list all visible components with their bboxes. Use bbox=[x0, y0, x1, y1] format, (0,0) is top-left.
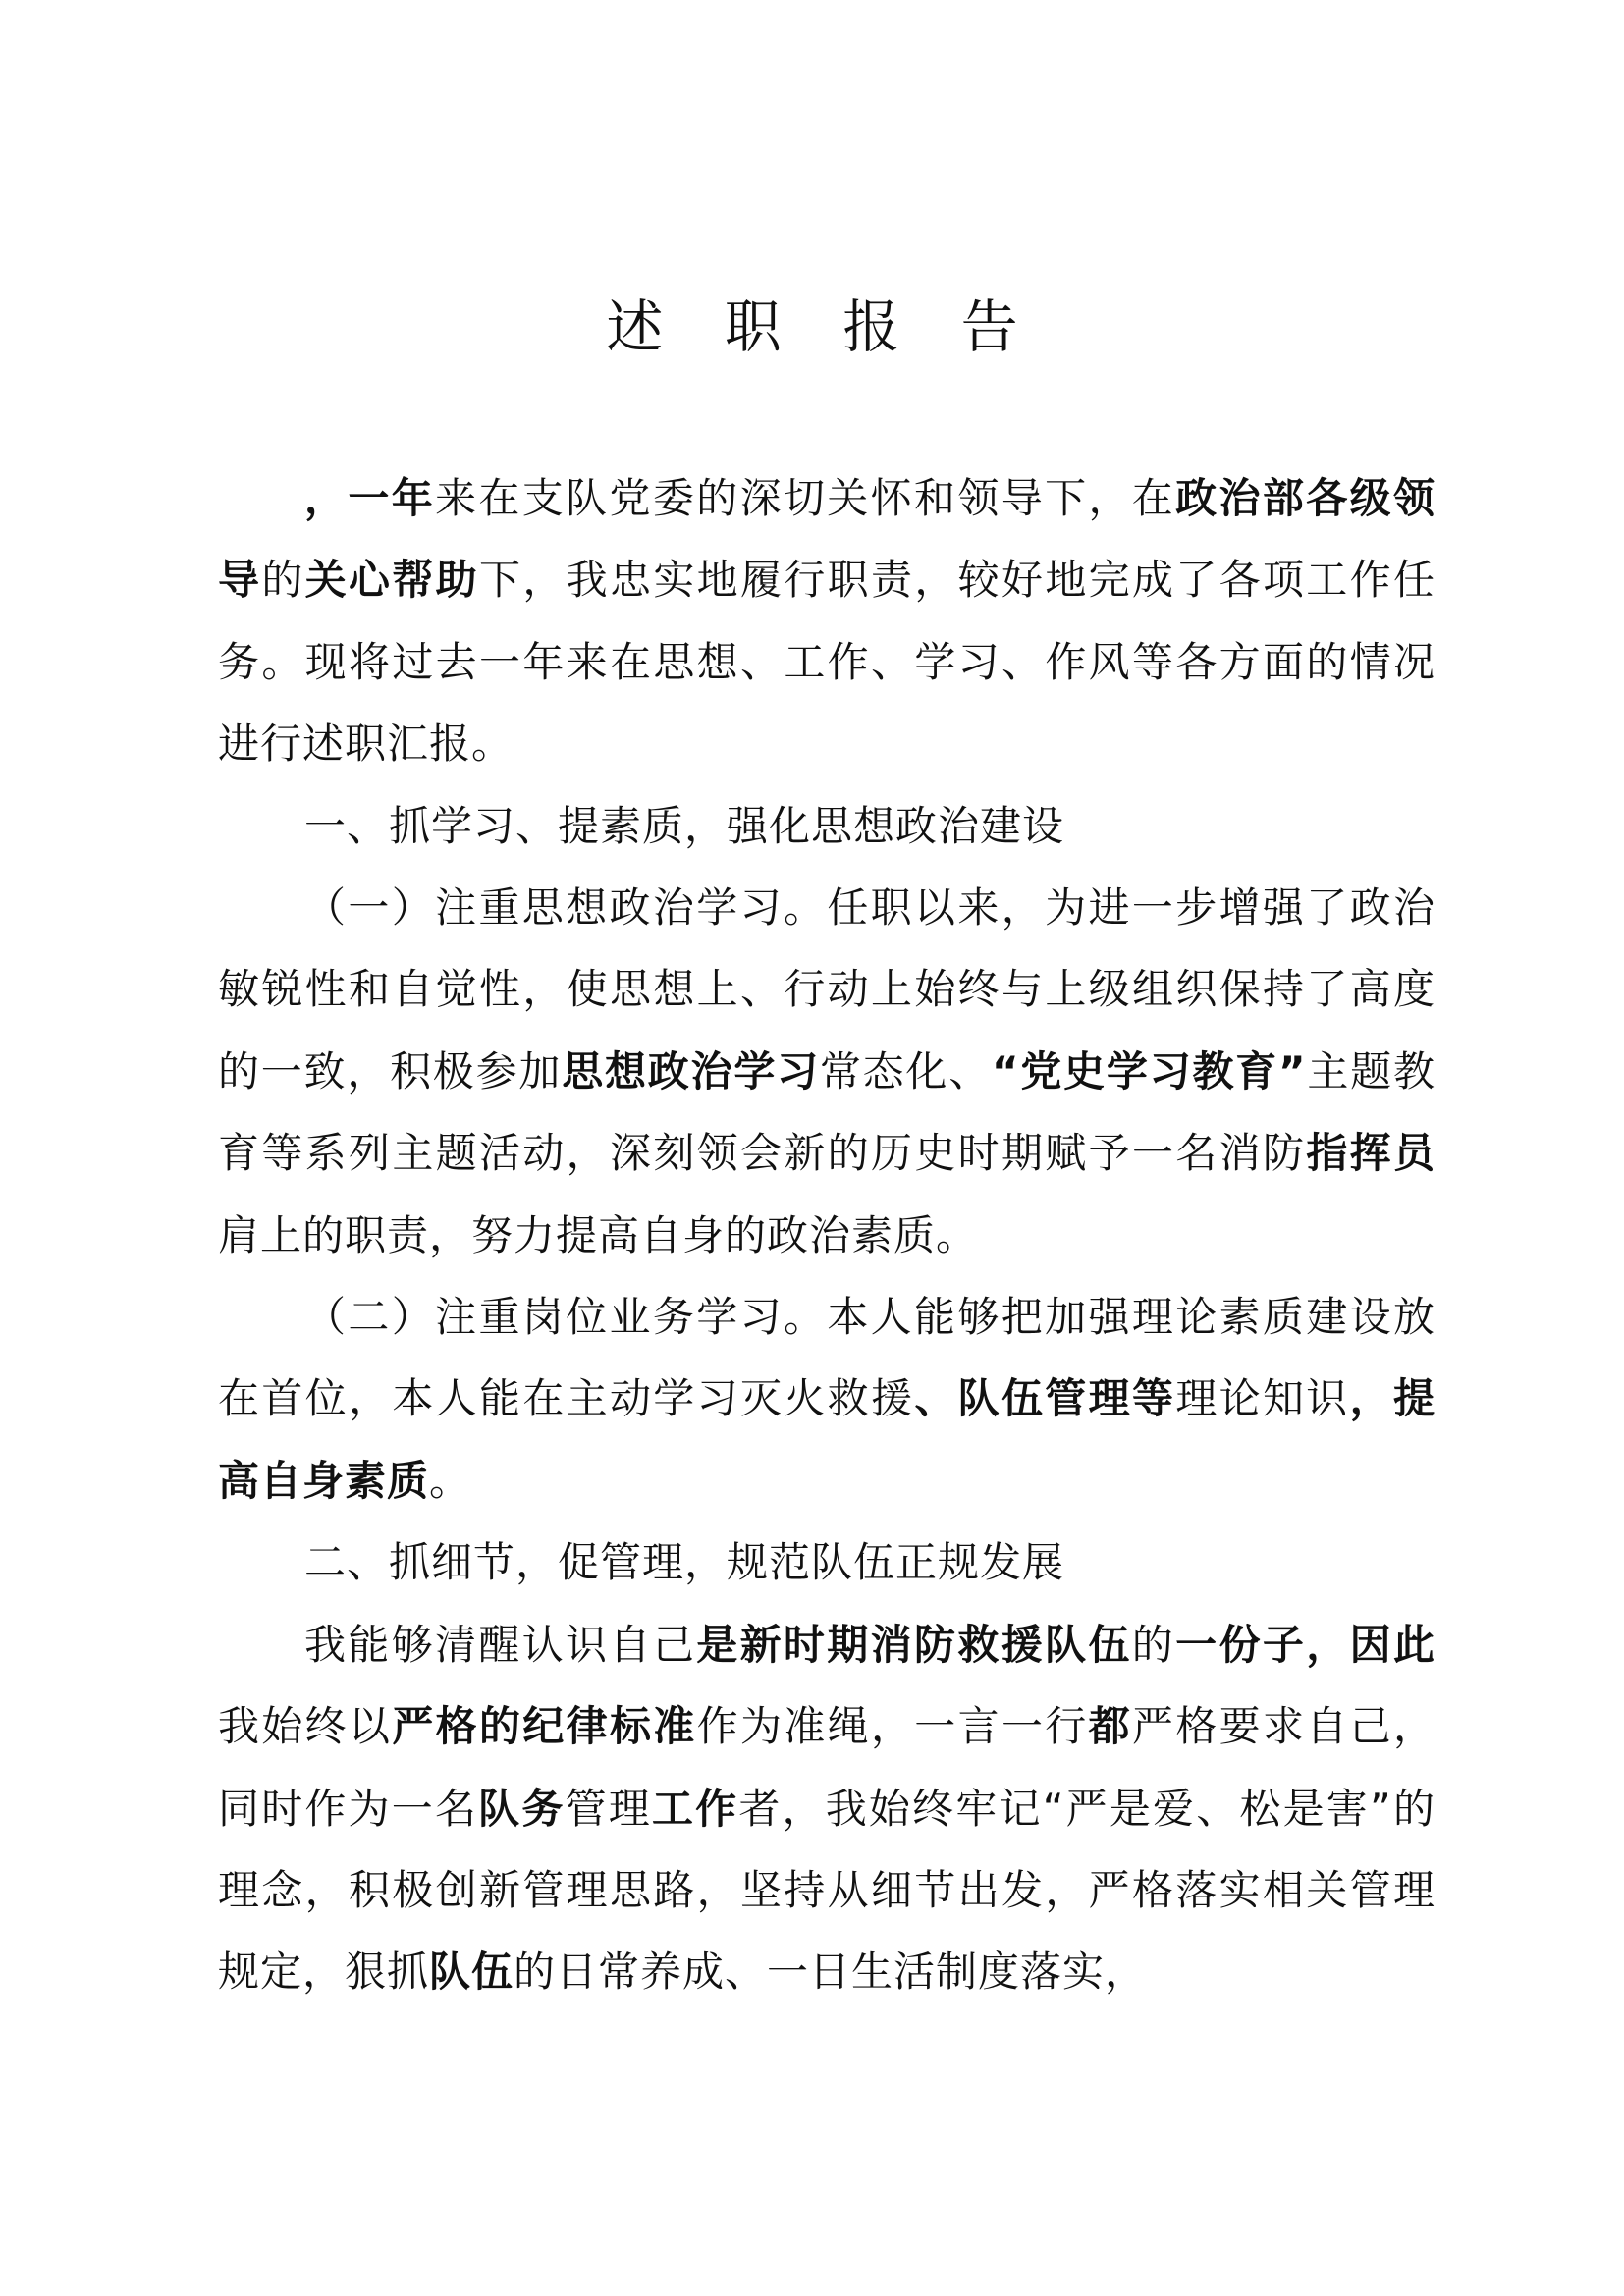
text-run: 队伍 bbox=[429, 1948, 514, 1997]
text-run: 我始终以 bbox=[218, 1702, 393, 1751]
text-run: 下，我忠实地履行职责，较好地完成了各项工作任务。现将过去一年来在思想、工作、学习、作风等各方面的情况进行述职汇报。 bbox=[218, 556, 1435, 769]
section-heading-2 bbox=[218, 1522, 1435, 1603]
document-title: 述 职 报 告 bbox=[606, 294, 1040, 360]
text-run: 关心帮助 bbox=[304, 556, 480, 605]
text-run: ， bbox=[304, 474, 349, 522]
text-run: 我能够清醒认识自己 bbox=[304, 1620, 697, 1669]
text-run: 的 bbox=[261, 556, 305, 605]
text-run: 工作 bbox=[651, 1784, 739, 1833]
text-run: 指挥员 bbox=[1306, 1129, 1435, 1178]
text-run: 思想政治学习 bbox=[562, 1046, 820, 1095]
text-run: 理论知识 bbox=[1175, 1374, 1350, 1423]
section-heading-1 bbox=[218, 785, 1435, 867]
paragraph-job-study bbox=[218, 1276, 1435, 1522]
text-run: 的 bbox=[1131, 1620, 1176, 1669]
text-run: 主题教育等系列主题活动，深刻领会新的历史时期赋予一名消防 bbox=[218, 1046, 1435, 1178]
text-run: 管理 bbox=[565, 1784, 652, 1833]
text-run: 常态化、 bbox=[819, 1046, 992, 1095]
text-run: 来在支队党委的深切关怀和领导下，在 bbox=[435, 474, 1176, 522]
text-run: 二、抓细节，促管理，规范队伍正规发展 bbox=[304, 1538, 1065, 1587]
text-run: 、队伍管理等 bbox=[914, 1374, 1176, 1423]
text-run: “党史学习教育” bbox=[991, 1046, 1307, 1095]
text-run: ，提高自身素质 bbox=[218, 1374, 1435, 1505]
text-run: 都 bbox=[1088, 1702, 1132, 1751]
text-run: 一、抓学习、提素质，强化思想政治建设 bbox=[304, 801, 1065, 850]
text-run: 一年 bbox=[348, 474, 436, 522]
text-run: （二）注重岗位业务学习。本人能够把加强理论素质建设放在首位，本人能在主动学习灭火救援 bbox=[218, 1293, 1435, 1423]
paragraph-intro bbox=[218, 457, 1435, 785]
document-body bbox=[218, 457, 1435, 2013]
text-run: 队务 bbox=[478, 1784, 566, 1833]
text-run: 严格的纪律标准 bbox=[392, 1702, 697, 1751]
text-run: 政治部各级领导 bbox=[218, 474, 1435, 605]
text-run: （一）注重思想政治学习。任职以来，为进一步增强了政治敏锐性和自觉性，使思想上、行动上始终与上级组织保持了高度的一致，积极参加 bbox=[218, 883, 1435, 1095]
text-run: 一份子，因此 bbox=[1175, 1620, 1435, 1669]
text-run: 的日常养成、一日生活制度落实， bbox=[514, 1948, 1148, 1997]
text-run: 作为准绳，一言一行 bbox=[696, 1702, 1089, 1751]
text-run: 。 bbox=[429, 1456, 472, 1505]
text-run: 严格要求自己，同时作为一名 bbox=[218, 1702, 1435, 1833]
text-run: 肩上的职责，努力提高自身的政治素质。 bbox=[218, 1210, 979, 1259]
text-run: 是新时期消防救援队伍 bbox=[696, 1620, 1132, 1669]
text-run: 者，我始终牢记“严是爱、松是害”的理念，积极创新管理思路，坚持从细节出发，严格落实相关管理规定，狠抓 bbox=[218, 1784, 1435, 1997]
paragraph-discipline bbox=[218, 1604, 1435, 2013]
paragraph-political-study bbox=[218, 867, 1435, 1276]
